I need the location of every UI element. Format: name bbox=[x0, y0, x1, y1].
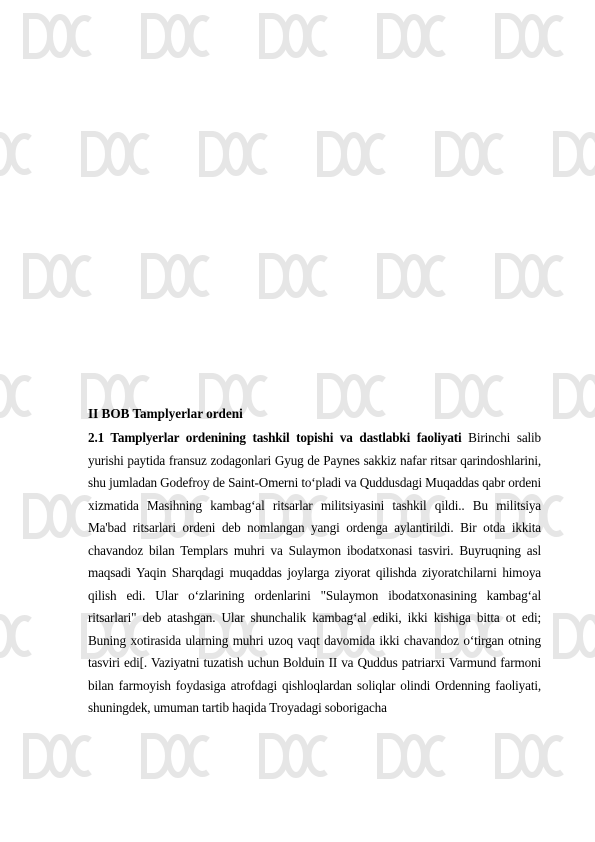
doc-watermark-icon bbox=[550, 610, 595, 662]
doc-watermark-icon bbox=[256, 730, 328, 782]
section-body: Birinchi salib yurishi paytida fransuz zodagonlari Gyug de Paynes sakkiz nafar ritsar qarindoshlarini, shu jumladan Godefroy de Saint-Omerni to‘pladi va Quddusdagi Muqaddas qabr ordeni xizmatida Masihning kambag‘al ritsarlar militsiyasini tashkil qildi.. Bu militsiya Ma'bad ritsarlari ordeni deb nomlangan yangi ordenga aylantirildi. Bir otda ikkita chavandoz bilan Templars muhri va Sulaymon ibodatxonasi tasviri. Buyruqning asl maqsadi Yaqin Sharqdagi muqaddas joylarga ziyorat qilishda ziyoratchilarni himoya qilish edi. Ular o‘zlarining ordenlarini "Sulaymon ibodatxonasining kambag‘al ritsarlari" deb atashgan. Ular shunchalik kambag‘al ediki, ikki kishiga bitta ot edi; Buning xotirasida ularning muhri uzoq vaqt davomida ikki chavandoz o‘tirgan otning tasviri edi[. Vaziyatni tuzatish uchun Bolduin II va Quddus patriarxi Varmund farmoni bilan farmoyish foydasiga atrofdagi qishloqlardan soliqlar olindi Ordenning faoliyati, shuningdek, umuman tartib haqida Troyadagi soborigacha bbox=[88, 430, 541, 715]
doc-watermark-icon bbox=[0, 610, 32, 662]
doc-watermark-icon bbox=[492, 250, 564, 302]
doc-watermark-icon bbox=[374, 250, 446, 302]
doc-watermark-icon bbox=[256, 250, 328, 302]
doc-watermark-icon bbox=[492, 730, 564, 782]
page-content bbox=[88, 405, 541, 720]
doc-watermark-icon bbox=[492, 10, 564, 62]
doc-watermark-icon bbox=[0, 128, 32, 180]
doc-watermark-icon bbox=[374, 10, 446, 62]
doc-watermark-icon bbox=[0, 370, 32, 422]
doc-watermark-icon bbox=[20, 250, 92, 302]
section-paragraph bbox=[88, 427, 541, 720]
chapter-title: II BOB Tamplyerlar ordeni bbox=[88, 406, 243, 421]
doc-watermark-icon bbox=[314, 128, 386, 180]
doc-watermark-icon bbox=[138, 10, 210, 62]
doc-watermark-icon bbox=[374, 730, 446, 782]
doc-watermark-icon bbox=[432, 128, 504, 180]
doc-watermark-icon bbox=[20, 10, 92, 62]
doc-watermark-icon bbox=[550, 370, 595, 422]
doc-watermark-icon bbox=[20, 730, 92, 782]
doc-watermark-icon bbox=[256, 10, 328, 62]
doc-watermark-icon bbox=[196, 128, 268, 180]
doc-watermark-icon bbox=[20, 490, 92, 542]
doc-watermark-icon bbox=[550, 128, 595, 180]
doc-watermark-icon bbox=[78, 128, 150, 180]
doc-watermark-icon bbox=[138, 730, 210, 782]
doc-watermark-icon bbox=[138, 250, 210, 302]
section-title: 2.1 Tamplyerlar ordenining tashkil topishi va dastlabki faoliyati bbox=[88, 430, 462, 445]
